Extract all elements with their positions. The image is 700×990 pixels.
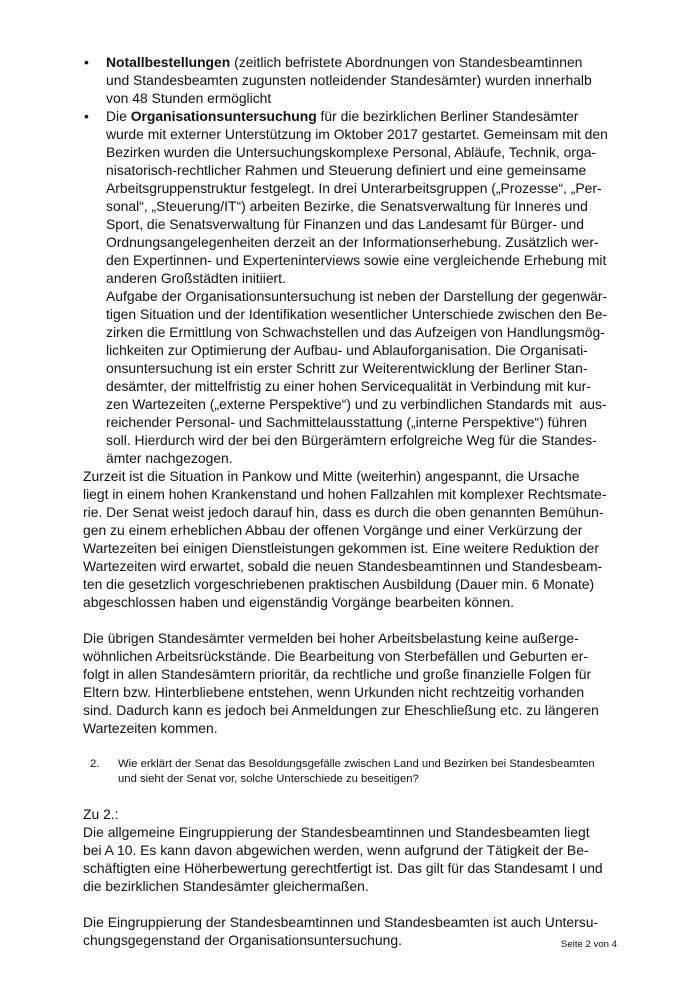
question-line: Wie erklärt der Senat das Besoldungsgefälle zwischen Land und Bezirken bei Standesbeamten — [118, 758, 595, 770]
bullet-2-line: ämter nachgezogen. — [106, 450, 233, 466]
answer-2-line: Die Eingruppierung der Standesbeamtinnen und Standesbeamten ist auch Untersu- — [83, 914, 599, 930]
paragraph-1-line: Zurzeit ist die Situation in Pankow und Mitte (weiterhin) angespannt, die Ursache — [83, 468, 580, 484]
paragraph-1-line: Wartezeiten wird erwartet, sobald die neuen Standesbeamtinnen und Standesbeam- — [83, 558, 603, 574]
bullet-1-bold: Notallbestellungen — [106, 54, 231, 70]
bullet-2-line: Sport, die Senatsverwaltung für Finanzen und das Landesamt für Bürger- und — [106, 216, 584, 232]
bullet-marker: • — [84, 108, 89, 124]
bullet-2-line: reichender Personal- und Sachmittelausstattung („interne Perspektive“) führen — [106, 414, 588, 430]
paragraph-2-line: Eltern bzw. Hinterbliebene entstehen, wenn Urkunden nicht rechtzeitig vorhanden — [83, 684, 585, 700]
bullet-2-line: Ordnungsangelegenheiten derzeit an der Informationserhebung. Zusätzlich wer- — [106, 234, 599, 250]
answer-1-line: schäftigten eine Höherbewertung gerechtfertigt ist. Das gilt für das Standesamt I und — [83, 860, 603, 876]
paragraph-2-line: folgt in allen Standesämtern prioritär, da rechtliche und große finanzielle Folgen für — [83, 666, 592, 682]
answer-1-line: Die allgemeine Eingruppierung der Standesbeamtinnen und Standesbeamten liegt — [83, 824, 590, 840]
answer-2-line: chungsgegenstand der Organisationsuntersuchung. — [83, 932, 402, 948]
bullet-2-line: sonal“, „Steuerung/IT“) arbeiten Bezirke, die Senatsverwaltung für Inneres und — [106, 198, 588, 214]
bullet-2-line: Aufgabe der Organisationsuntersuchung ist neben der Darstellung der gegenwär- — [106, 288, 608, 304]
bullet-2-line: desämter, der mittelfristig zu einer hohen Servicequalität in Verbindung mit kur- — [106, 378, 591, 394]
bullet-2-line: anderen Großstädten initiiert. — [106, 270, 286, 286]
bullet-2-line: den Expertinnen- und Experteninterviews sowie eine vergleichende Erhebung mit — [106, 252, 607, 268]
paragraph-1-line: rie. Der Senat weist jedoch darauf hin, dass es durch die oben genannten Bemühun- — [83, 504, 604, 520]
answer-1-line: die bezirklichen Standesämter gleichermaßen. — [83, 878, 369, 894]
bullet-1-line-3: von 48 Stunden ermöglicht — [106, 90, 272, 106]
paragraph-2-line: Wartezeiten kommen. — [83, 720, 218, 736]
bullet-2-line: onsuntersuchung ist ein erster Schritt zur Weiterentwicklung der Berliner Stan- — [106, 360, 588, 376]
bullet-2-line-1: Die Organisationsuntersuchung für die bezirklichen Berliner Standesämter — [106, 108, 579, 124]
bullet-2-line: zen Wartezeiten („externe Perspektive“) und zu verbindlichen Standards mit aus- — [106, 396, 607, 412]
paragraph-1-line: abgeschlossen haben und eigenständig Vorgänge bearbeiten können. — [83, 594, 514, 610]
bullet-2-line: soll. Hierdurch wird der bei den Bürgerämtern erfolgreiche Weg für die Standes- — [106, 432, 597, 448]
bullet-2-line: nisatorisch-rechtlicher Rahmen und Steuerung definiert und eine gemeinsame — [106, 162, 587, 178]
bullet-marker: • — [84, 54, 89, 70]
paragraph-1-line: gen zu einem erheblichen Abbau der offenen Vorgänge und einer Verkürzung der — [83, 522, 583, 538]
bullet-2-line: zirken die Ermittlung von Schwachstellen und das Aufzeigen von Handlungsmög- — [106, 324, 605, 340]
paragraph-2-line: sind. Dadurch kann es jedoch bei Anmeldungen zur Eheschließung etc. zu längeren — [83, 702, 599, 718]
paragraph-1-line: Wartezeiten bei einigen Dienstleistungen gekommen ist. Eine weitere Reduktion der — [83, 540, 600, 556]
bullet-2-line: wurde mit externer Unterstützung im Oktober 2017 gestartet. Gemeinsam mit den — [106, 126, 608, 142]
bullet-2-line: Arbeitsgruppenstruktur festgelegt. In drei Unterarbeitsgruppen („Prozesse“, „Per- — [106, 180, 602, 196]
paragraph-2-line: Die übrigen Standesämter vermelden bei hoher Arbeitsbelastung keine außerge- — [83, 630, 579, 646]
answer-1-line: bei A 10. Es kann davon abgewichen werden, wenn aufgrund der Tätigkeit der Be- — [83, 842, 589, 858]
page-number-footer: Seite 2 von 4 — [561, 939, 618, 950]
bullet-2-line: tigen Situation und der Identifikation wesentlicher Unterschiede zwischen den Be- — [106, 306, 608, 322]
paragraph-1-line: liegt in einem hohen Krankenstand und hohen Fallzahlen mit komplexer Rechtsmate- — [83, 486, 607, 502]
paragraph-2-line: wöhnlichen Arbeitsrückstände. Die Bearbeitung von Sterbefällen und Geburten er- — [83, 648, 589, 664]
bullet-2-line: Bezirken wurden die Untersuchungskomplexe Personal, Abläufe, Technik, orga- — [106, 144, 597, 160]
question-line: und sieht der Senat vor, solche Unterschiede zu beseitigen? — [118, 773, 419, 785]
answer-heading: Zu 2.: — [83, 806, 119, 822]
bullet-2-line: lichkeiten zur Optimierung der Aufbau- und Ablauforganisation. Die Organisati- — [106, 342, 588, 358]
bullet-1-line-1: Notallbestellungen (zeitlich befristete Abordnungen von Standesbeamtinnen — [106, 54, 583, 70]
bullet-1-line-2: und Standesbeamten zugunsten notleidender Standesämter) wurden innerhalb — [106, 72, 592, 88]
paragraph-1-line: ten die gesetzlich vorgeschriebenen praktischen Ausbildung (Dauer min. 6 Monate) — [83, 576, 595, 592]
bullet-2-bold: Organisationsuntersuchung — [130, 108, 317, 124]
question-number: 2. — [90, 758, 100, 770]
